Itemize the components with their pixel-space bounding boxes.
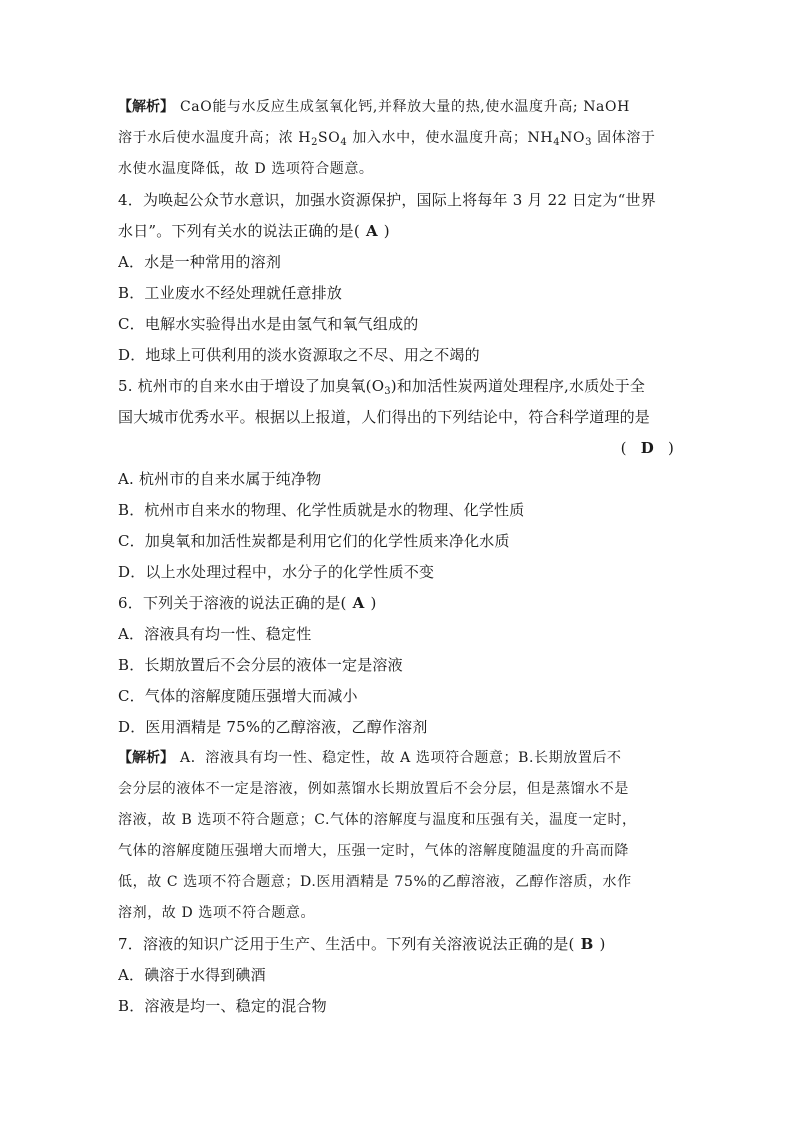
option-item: D．以上水处理过程中，水分子的化学性质不变: [118, 563, 435, 581]
option-item: B．工业废水不经处理就任意排放: [118, 284, 343, 302]
question-stem: 水日”。下列有关水的说法正确的是( A ): [118, 222, 390, 240]
explanation-line: 溶剂，故 D 选项不符合题意。: [118, 905, 316, 921]
option-item: A．碘溶于水得到碘酒: [118, 966, 266, 984]
question-stem: 国大城市优秀水平。根据以上报道，人们得出的下列结论中，符合科学道理的是: [118, 408, 651, 426]
answer-letter: A: [352, 594, 365, 612]
explanation-tag: 【解析】: [118, 750, 174, 766]
option-item: D．地球上可供利用的淡水资源取之不尽、用之不竭的: [118, 346, 480, 364]
explanation-tag: 【解析】: [118, 99, 174, 115]
option-item: A. 杭州市的自来水属于纯净物: [118, 470, 322, 488]
explanation-line: 溶液，故 B 选项不符合题意；C.气体的溶解度与温度和压强有关，温度一定时，: [118, 812, 637, 828]
question-stem: 4．为唤起公众节水意识，加强水资源保护，国际上将每年 3 月 22 日定为“世界: [118, 191, 656, 209]
explanation-line: 溶于水后使水温度升高；浓 $H_2SO_4$ 加入水中，使水温度升高；$NH_4NO_3$ 固体溶于: [118, 130, 656, 148]
option-item: B．溶液是均一、稳定的混合物: [118, 997, 327, 1015]
explanation-line: 低，故 C 选项不符合题意；D.医用酒精是 75%的乙醇溶液，乙醇作溶质，水作: [118, 874, 632, 890]
answer-letter: A: [365, 222, 378, 240]
explanation-line: 会分层的液体不一定是溶液，例如蒸馏水长期放置后不会分层，但是蒸馏水不是: [118, 781, 629, 797]
option-item: D．医用酒精是 75%的乙醇溶液，乙醇作溶剂: [118, 718, 428, 736]
option-item: B．杭州市自来水的物理、化学性质就是水的物理、化学性质: [118, 501, 525, 519]
option-item: B．长期放置后不会分层的液体一定是溶液: [118, 656, 403, 674]
question-stem: 7．溶液的知识广泛用于生产、生活中。下列有关溶液说法正确的是( B ): [118, 935, 606, 953]
explanation-line: 水使水温度降低，故 D 选项符合题意。: [118, 161, 374, 177]
option-item: A．溶液具有均一性、稳定性: [118, 625, 312, 643]
document-page: [118, 92, 674, 1022]
answer-letter: B: [580, 935, 594, 953]
explanation-line: 【解析】 A．溶液具有均一性、稳定性，故 A 选项符合题意；B.长期放置后不: [118, 750, 622, 766]
answer-bracket: ( D ): [620, 439, 674, 457]
option-item: C．加臭氧和加活性炭都是利用它们的化学性质来净化水质: [118, 532, 510, 550]
option-item: C．电解水实验得出水是由氢气和氧气组成的: [118, 315, 419, 333]
explanation-line: 气体的溶解度随压强增大而增大，压强一定时，气体的溶解度随温度的升高而降: [118, 843, 629, 859]
explanation-line: 【解析】 CaO能与水反应生成氢氧化钙,并释放大量的热,使水温度升高; NaOH: [118, 99, 630, 115]
question-stem: 6．下列关于溶液的说法正确的是( A ): [118, 594, 377, 612]
option-item: C．气体的溶解度随压强增大而减小: [118, 687, 358, 705]
question-stem: 5. 杭州市的自来水由于增设了加臭氧$(O_3)$和加活性炭两道处理程序,水质处于全: [118, 377, 646, 397]
option-item: A．水是一种常用的溶剂: [118, 253, 282, 271]
answer-letter: D: [640, 439, 654, 457]
